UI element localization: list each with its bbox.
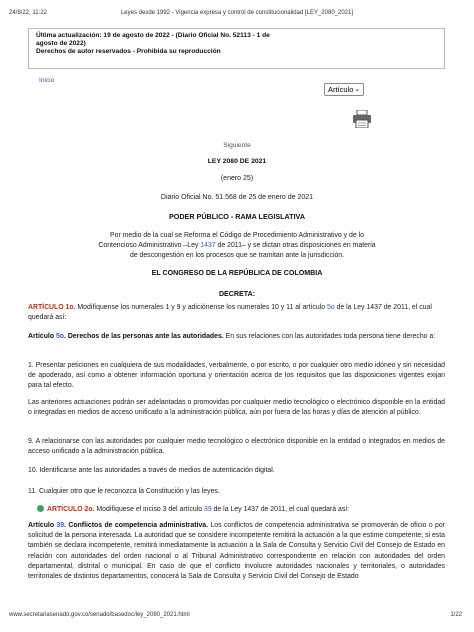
article-select[interactable] — [324, 83, 364, 96]
print-title: Leyes desde 1992 - Vigencia expresa y control de constitucionalidad [LEY_2080_2021] — [120, 10, 354, 16]
numeral-9-paragraph: 9. A relacionarse con las autoridades por cualquier medio tecnológico o electrónico disponible en la entidad o integrados en medios de acceso unificado a la administración pública. — [28, 438, 445, 456]
copyright-line: Derechos de autor reservados - Prohibida su reproducción — [36, 48, 221, 56]
congreso-heading: EL CONGRESO DE LA REPÚBLICA DE COLOMBIA — [151, 269, 323, 277]
inicio-link[interactable]: Inicio — [39, 77, 55, 84]
article-1-paragraph: ARTÍCULO 1o. Modifíquense los numerales 1 y 9 y adiciónense los numerales 10 y 11 al artículo 5o de la Ley 1437 de 2011, el cual quedará así: — [28, 304, 432, 322]
article-5o-link[interactable]: 5o — [327, 304, 335, 311]
law-intro: Por medio de la cual se Reforma el Código de Procedimiento Administrativo y de lo Contencioso Administrativo –Ley 1437 de 2011– y se dictan otras disposiciones en materia de descongestión en los procesos que se tramitan ante la jurisdicción. — [98, 232, 376, 259]
chevron-down-icon: ⌄ — [354, 86, 360, 93]
green-dot-icon — [37, 505, 44, 512]
article-5o-link-2[interactable]: 5o — [55, 333, 64, 340]
numeral-1-paragraph: 1. Presentar peticiones en cualquiera de sus modalidades, verbalmente, o por escrito, o por cualquier otro medio idóneo y sin necesidad de apoderado, así como a obtener información oportuna y orientación acerca de los requisitos que las disposiciones vigentes exijan para tal efecto. — [28, 362, 445, 390]
article-5-paragraph: Artículo 5o. Derechos de las personas ante las autoridades. En sus relaciones con las autoridades toda persona tiene derecho a: — [28, 333, 436, 340]
update-notice-box — [28, 28, 445, 69]
numeral-10-paragraph: 10. Identificarse ante las autoridades a través de medios de autenticación digital. — [28, 467, 275, 474]
article-select-value: Artículo — [328, 85, 354, 94]
article-39-link-2[interactable]: 39 — [56, 522, 65, 529]
update-line-2: agosto de 2022) — [36, 40, 86, 48]
decreta-heading: DECRETA: — [218, 290, 256, 298]
printer-icon[interactable] — [352, 110, 372, 128]
siguiente-link[interactable]: Siguiente — [223, 142, 251, 149]
poder-publico-heading: PODER PÚBLICO - RAMA LEGISLATIVA — [168, 212, 306, 221]
ley-1437-link[interactable]: 1437 — [200, 242, 216, 249]
article-39-paragraph: Artículo 39. Conflictos de competencia administrativa. Los conflictos de competencia administrativa se promoverán de oficio o por solicitud de la persona interesada. La autoridad que se considere incompetente remitirá la actuación a la que estime competente; si esta también se declara incompetente, remitirá inmediatamente la actuación a la Sala de Consulta y Servicio Civil del Consejo de Estado en relación con autoridades del orden nacional o al Tribunal Administrativo correspondiente en relación con autoridades del orden departamental, distrital o municipal. En caso de que el conflicto involucre autoridades nacionales y territoriales, o autoridades territoriales de distintos departamentos, conocerá la Sala de Consulta y Servicio Civil del Consejo de Estado — [28, 522, 445, 581]
footer-url: www.secretariasenado.gov.co/senado/basedoc/ley_2080_2021.html — [9, 612, 190, 618]
actuaciones-paragraph: Las anteriores actuaciones podrán ser adelantadas o promovidas por cualquier medio tecnológico o electrónico disponible en la entidad o integradas en medios de acceso unificado a la administración pública, aún por fuera de las horas y días de atención al público. — [28, 399, 445, 417]
page-number: 1/22 — [450, 612, 462, 618]
article-2-paragraph: ARTÍCULO 2o. Modifíquese el inciso 3 del artículo 39 de la Ley 1437 de 2011, el cual quedará así: — [37, 505, 445, 515]
article-2-label: ARTÍCULO 2o. — [47, 506, 95, 513]
article-1-label: ARTÍCULO 1o. — [28, 304, 76, 311]
numeral-11-paragraph: 11. Cualquier otro que le reconozca la Constitución y las leyes. — [28, 488, 220, 495]
article-39-link[interactable]: 39 — [204, 506, 212, 513]
law-title: LEY 2080 DE 2021 — [207, 158, 267, 165]
update-line-1: Última actualización: 19 de agosto de 2022 - (Diario Oficial No. 52113 - 1 de — [36, 32, 270, 39]
diario-oficial: Diario Oficial No. 51.568 de 25 de enero de 2021 — [160, 194, 314, 201]
law-date: (enero 25) — [220, 175, 254, 182]
print-date: 24/8/22, 11:22 — [9, 10, 47, 16]
